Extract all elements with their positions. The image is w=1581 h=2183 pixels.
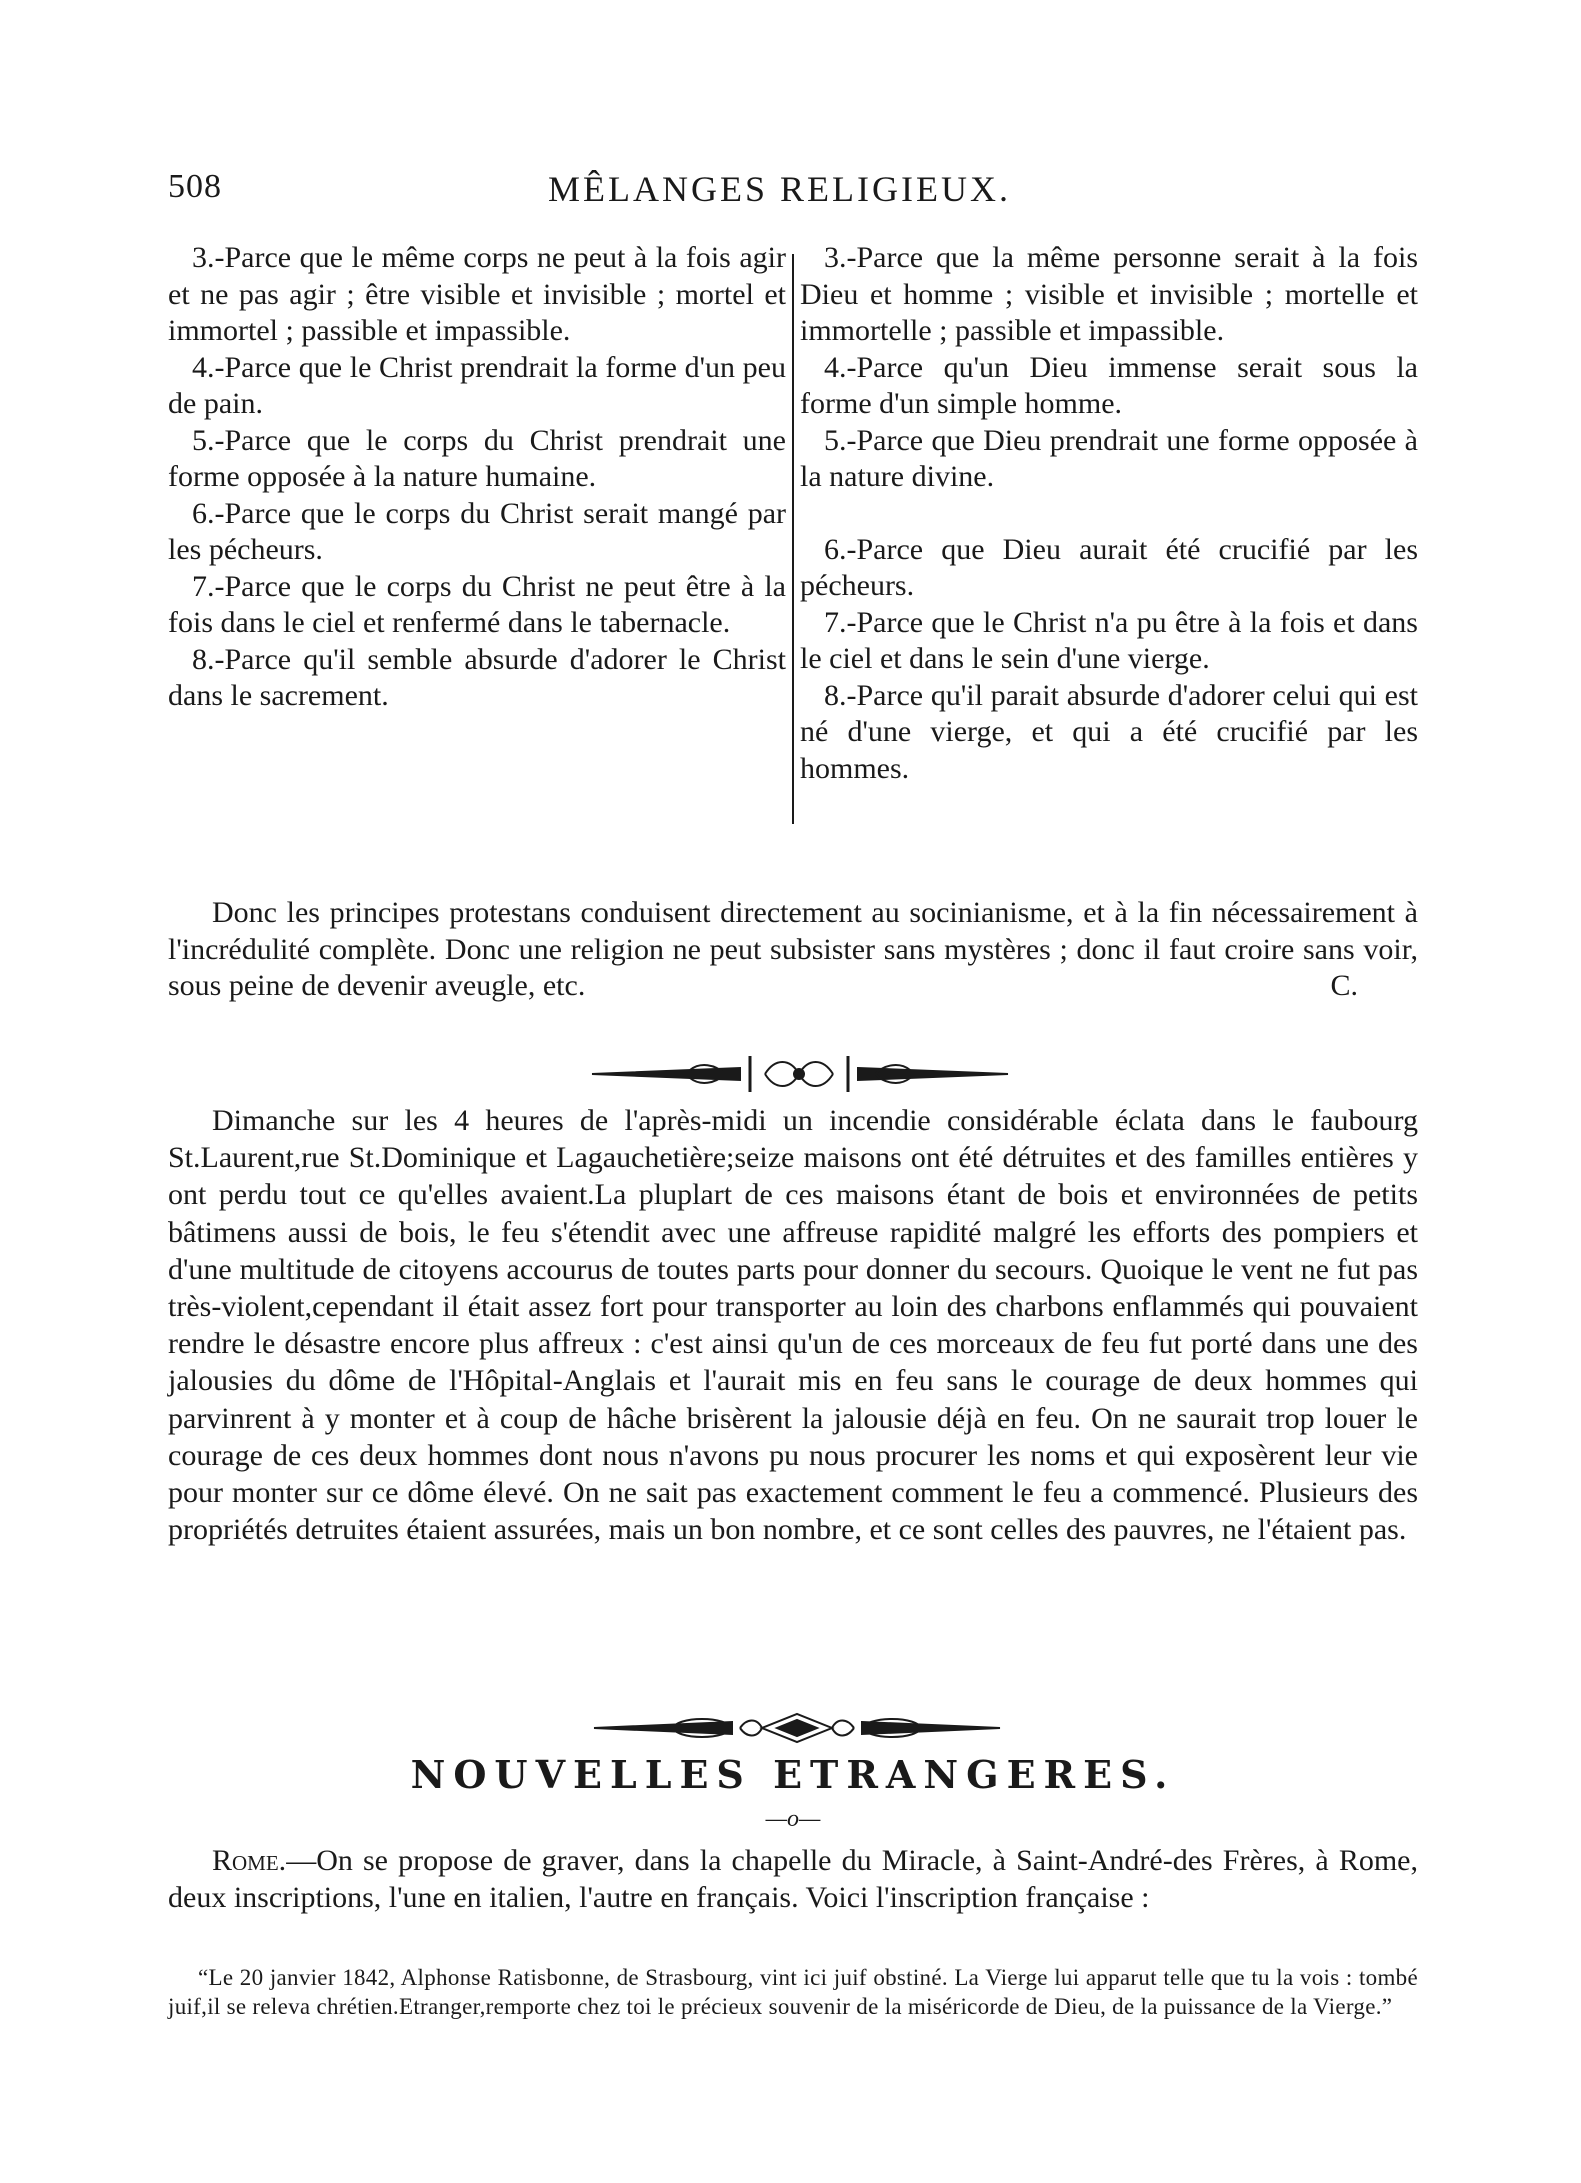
right-item-4: 4.-Parce qu'un Dieu immense serait sous la forme d'un simple homme. — [800, 350, 1418, 420]
left-item-5: 5.-Parce que le corps du Christ prendrait une forme opposée à la nature humaine. — [168, 423, 786, 493]
column-divider — [792, 254, 794, 824]
section-separator: —o— — [765, 1806, 821, 1832]
section-title: NOUVELLES ETRANGERES. — [410, 1752, 1176, 1797]
rome-text: —On se propose de graver, dans la chapelle du Miracle, à Saint-André-des Frères, à Rome, deux inscriptions, l'une en italien, l'autre en français. Voici l'inscription française : — [168, 1844, 1418, 1914]
conclusion-paragraph — [168, 895, 1418, 1005]
right-item-6: 6.-Parce que Dieu aurait été crucifié par les pécheurs. — [800, 532, 1418, 602]
right-item-7: 7.-Parce que le Christ n'a pu être à la fois et dans le ciel et dans le sein d'une vierge. — [800, 605, 1418, 675]
left-column — [168, 240, 786, 715]
fire-report-paragraph: Dimanche sur les 4 heures de l'après-midi un incendie considérable éclata dans le faubourg St.Laurent,rue St.Dominique et Lagauchetière;seize maisons ont été détruites et des familles entières y ont perdu tout ce qu'elles avaient.La pluplart de ces maisons étant de bois et environnées de petits bâtimens aussi de bois, le feu s'étendit avec une affreuse rapidité malgré les efforts des pompiers et d'une multitude de citoyens accourus de toutes parts pour donner du secours. Quoique le vent ne fut pas très-violent,cependant il était assez fort pour transporter au loin des charbons enflammés qui pouvaient rendre le désastre encore plus affreux : c'est ainsi qu'un de ces morceaux de feu fut porté dans une des jalousies du dôme de l'Hôpital-Anglais et l'aurait mis en feu sans le courage de deux hommes qui parvinrent à y monter et à coup de hâche brisèrent la jalousie déjà en feu. On ne saurait trop louer le courage de ces deux hommes dont nous n'avons pu nous procurer les noms et qui exposèrent leur vie pour monter sur ce dôme élevé. On ne sait pas exactement comment le feu a commencé. Plusieurs des propriétés detruites étaient assurées, mais un bon nombre, et ce sont celles des pauvres, ne l'étaient pas. — [168, 1104, 1418, 1547]
left-item-8: 8.-Parce qu'il semble absurde d'adorer le Christ dans le sacrement. — [168, 642, 786, 712]
running-title: MÊLANGES RELIGIEUX. — [548, 169, 1011, 209]
page-number: 508 — [168, 168, 222, 205]
author-signature: C. — [1330, 969, 1358, 1002]
right-item-3: 3.-Parce que la même personne serait à la fois Dieu et homme ; visible et invisible ; mortelle et immortelle ; passible et impassible. — [800, 241, 1418, 347]
inscription-quote: “Le 20 janvier 1842, Alphonse Ratisbonne, de Strasbourg, vint ici juif obstiné. La Vierge lui apparut telle que tu la vois : tombé juif,il se releva chrétien.Etranger,remporte chez toi le précieux souvenir de la miséricorde de Dieu, de la puissance de la Vierge.” — [168, 1965, 1418, 2019]
left-item-4: 4.-Parce que le Christ prendrait la forme d'un peu de pain. — [168, 350, 786, 420]
left-item-7: 7.-Parce que le corps du Christ ne peut être à la fois dans le ciel et renfermé dans le tabernacle. — [168, 569, 786, 639]
ornament-divider-icon — [592, 1708, 1002, 1748]
comparison-columns — [168, 240, 1418, 890]
rome-lead: Rome. — [212, 1844, 287, 1877]
page-header — [168, 168, 1418, 218]
right-item-8: 8.-Parce qu'il parait absurde d'adorer celui qui est né d'une vierge, et qui a été crucifié par les hommes. — [800, 678, 1418, 785]
left-item-3: 3.-Parce que le même corps ne peut à la fois agir et ne pas agir ; être visible et invisible ; mortel et immortel ; passible et impassible. — [168, 241, 786, 347]
left-item-6: 6.-Parce que le corps du Christ serait mangé par les pécheurs. — [168, 496, 786, 566]
conclusion-text: Donc les principes protestans conduisent directement au socinianisme, et à la fin nécessairement à l'incrédulité complète. Donc une religion ne peut subsister sans mystères ; donc il faut croire sans voir, sous peine de devenir aveugle, etc. — [168, 896, 1418, 1002]
right-column — [800, 240, 1418, 787]
right-item-5: 5.-Parce que Dieu prendrait une forme opposée à la nature divine. — [800, 423, 1418, 493]
ornament-divider-icon — [590, 1052, 1010, 1096]
rome-paragraph — [168, 1843, 1418, 1916]
